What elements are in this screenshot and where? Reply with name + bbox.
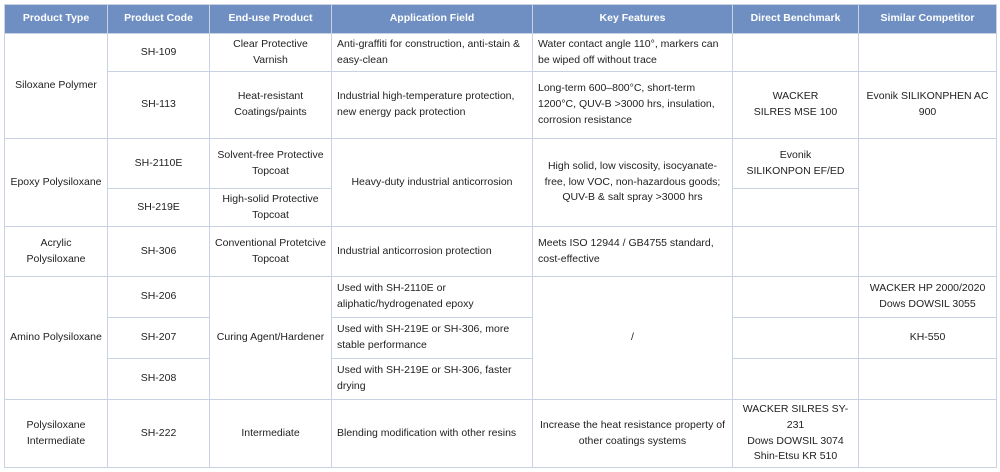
product-code-cell: SH-306 xyxy=(108,227,210,277)
header-direct-benchmark: Direct Benchmark xyxy=(733,5,859,34)
table-row xyxy=(5,277,997,318)
application-cell: Blending modification with other resins xyxy=(332,400,533,468)
table-row xyxy=(5,318,997,359)
competitor-cell-empty xyxy=(859,400,997,468)
product-code-cell: SH-222 xyxy=(108,400,210,468)
product-type-cell: Amino Polysiloxane xyxy=(5,277,108,400)
product-code-cell: SH-109 xyxy=(108,34,210,72)
end-use-cell: Clear Protective Varnish xyxy=(210,34,332,72)
table-row xyxy=(5,34,997,72)
product-table xyxy=(4,4,997,468)
application-cell: Anti-graffiti for construction, anti-stain & easy-clean xyxy=(332,34,533,72)
application-cell: Heavy-duty industrial anticorrosion xyxy=(332,139,533,227)
product-code-cell: SH-219E xyxy=(108,189,210,227)
header-row xyxy=(5,5,997,34)
benchmark-cell: WACKER SILRES SY-231 Dows DOWSIL 3074 Shin-Etsu KR 510 xyxy=(733,400,859,468)
header-product-code: Product Code xyxy=(108,5,210,34)
end-use-cell: Solvent-free Protective Topcoat xyxy=(210,139,332,189)
application-cell: Used with SH-2110E or aliphatic/hydrogenated epoxy xyxy=(332,277,533,318)
end-use-cell: Conventional Protetcive Topcoat xyxy=(210,227,332,277)
end-use-cell: High-solid Protective Topcoat xyxy=(210,189,332,227)
benchmark-cell-empty xyxy=(733,34,859,72)
header-application-field: Application Field xyxy=(332,5,533,34)
benchmark-cell-empty xyxy=(733,227,859,277)
product-code-cell: SH-207 xyxy=(108,318,210,359)
competitor-cell-empty xyxy=(859,139,997,227)
header-key-features: Key Features xyxy=(533,5,733,34)
end-use-cell: Heat-resistant Coatings/paints xyxy=(210,72,332,139)
key-features-cell: Water contact angle 110°, markers can be wiped off without trace xyxy=(533,34,733,72)
table-row xyxy=(5,227,997,277)
header-end-use-product: End-use Product xyxy=(210,5,332,34)
product-code-cell: SH-113 xyxy=(108,72,210,139)
table-row xyxy=(5,139,997,189)
benchmark-cell-empty xyxy=(733,359,859,400)
competitor-cell: WACKER HP 2000/2020 Dows DOWSIL 3055 xyxy=(859,277,997,318)
product-code-cell: SH-2110E xyxy=(108,139,210,189)
benchmark-cell-empty xyxy=(733,189,859,227)
key-features-cell: / xyxy=(533,277,733,400)
key-features-cell: Meets ISO 12944 / GB4755 standard, cost-effective xyxy=(533,227,733,277)
key-features-cell: High solid, low viscosity, isocyanate-free, low VOC, non-hazardous goods; QUV-B & salt spray >3000 hrs xyxy=(533,139,733,227)
application-cell: Used with SH-219E or SH-306, faster drying xyxy=(332,359,533,400)
table-row xyxy=(5,400,997,468)
header-product-type: Product Type xyxy=(5,5,108,34)
product-type-cell: Polysiloxane Intermediate xyxy=(5,400,108,468)
benchmark-cell-empty xyxy=(733,277,859,318)
application-cell: Industrial anticorrosion protection xyxy=(332,227,533,277)
application-cell: Used with SH-219E or SH-306, more stable performance xyxy=(332,318,533,359)
benchmark-cell: Evonik SILIKONPON EF/ED xyxy=(733,139,859,189)
benchmark-cell: WACKER SILRES MSE 100 xyxy=(733,72,859,139)
competitor-cell-empty xyxy=(859,359,997,400)
product-type-cell: Siloxane Polymer xyxy=(5,34,108,139)
product-type-cell: Epoxy Polysiloxane xyxy=(5,139,108,227)
product-code-cell: SH-208 xyxy=(108,359,210,400)
competitor-cell: KH-550 xyxy=(859,318,997,359)
end-use-cell: Intermediate xyxy=(210,400,332,468)
product-code-cell: SH-206 xyxy=(108,277,210,318)
table-row xyxy=(5,359,997,400)
header-similar-competitor: Similar Competitor xyxy=(859,5,997,34)
key-features-cell: Long-term 600–800°C, short-term 1200°C, QUV-B >3000 hrs, insulation, corrosion resistance xyxy=(533,72,733,139)
product-type-cell: Acrylic Polysiloxane xyxy=(5,227,108,277)
table-row xyxy=(5,72,997,139)
benchmark-cell-empty xyxy=(733,318,859,359)
end-use-cell: Curing Agent/Hardener xyxy=(210,277,332,400)
competitor-cell-empty xyxy=(859,34,997,72)
application-cell: Industrial high-temperature protection, new energy pack protection xyxy=(332,72,533,139)
competitor-cell-empty xyxy=(859,227,997,277)
competitor-cell: Evonik SILIKONPHEN AC 900 xyxy=(859,72,997,139)
key-features-cell: Increase the heat resistance property of other coatings systems xyxy=(533,400,733,468)
